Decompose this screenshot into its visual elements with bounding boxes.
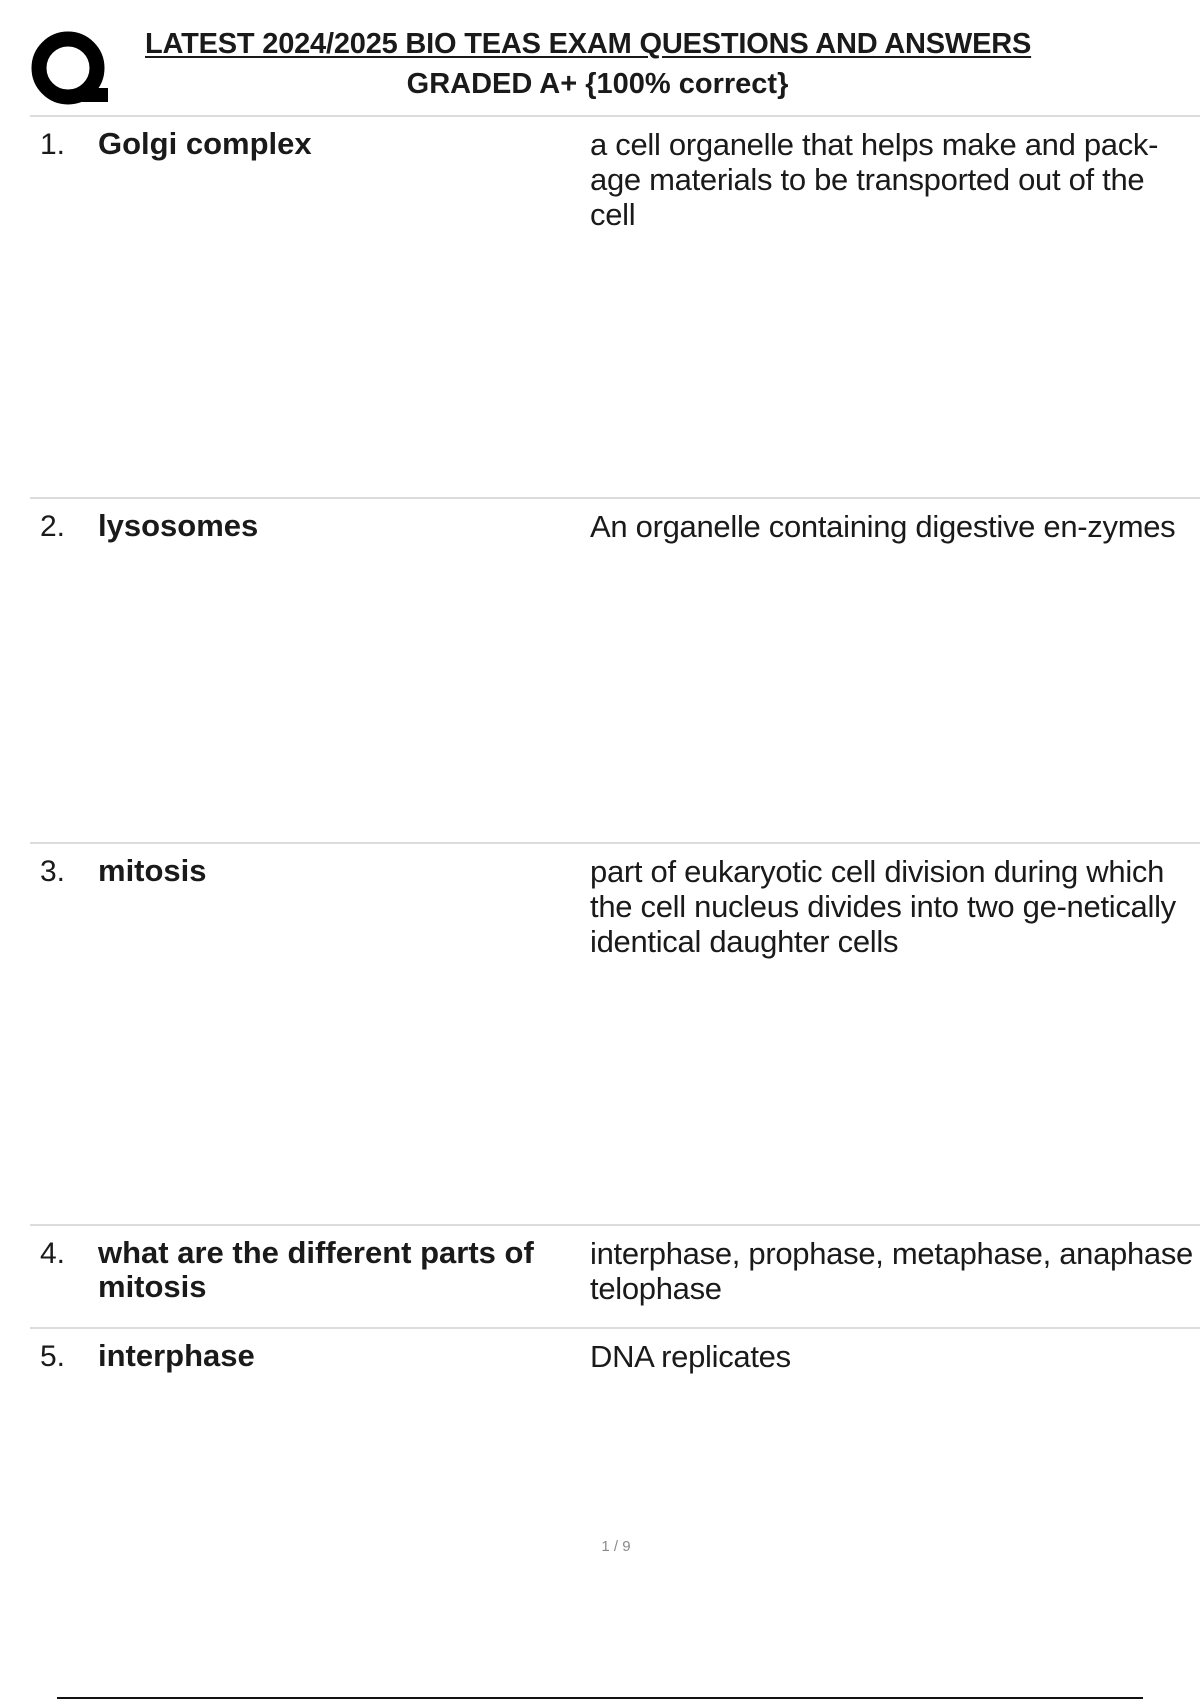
item-term: Golgi complex	[98, 126, 312, 161]
item-definition: interphase, prophase, metaphase, anaphase telophase	[590, 1236, 1193, 1306]
document-subtitle: GRADED A+ {100% correct}	[406, 68, 789, 100]
item-number: 5.	[40, 1340, 66, 1373]
item-term: what are the different parts of mitosis	[98, 1235, 534, 1304]
item-definition: a cell organelle that helps make and pack-age materials to be transported out of the cell	[590, 127, 1159, 232]
item-definition: part of eukaryotic cell division during which the cell nucleus divides into two ge-netically identical daughter cells	[590, 854, 1176, 959]
item-definition: DNA replicates	[590, 1339, 791, 1374]
divider	[30, 842, 1200, 844]
item-definition: An organelle containing digestive en-zymes	[590, 509, 1176, 544]
item-term: interphase	[98, 1338, 255, 1373]
item-number: 2.	[40, 510, 66, 543]
document-title: LATEST 2024/2025 BIO TEAS EXAM QUESTIONS AND ANSWERS	[145, 28, 1032, 60]
item-number: 1.	[40, 128, 66, 161]
item-number: 4.	[40, 1237, 66, 1270]
page-indicator: 1 / 9	[601, 1538, 631, 1555]
divider	[30, 1327, 1200, 1329]
item-number: 3.	[40, 855, 66, 888]
page-bottom-divider	[57, 1697, 1143, 1699]
divider	[30, 115, 1200, 117]
divider	[30, 497, 1200, 499]
divider	[30, 1224, 1200, 1226]
item-term: lysosomes	[98, 508, 259, 543]
item-term: mitosis	[98, 853, 207, 888]
